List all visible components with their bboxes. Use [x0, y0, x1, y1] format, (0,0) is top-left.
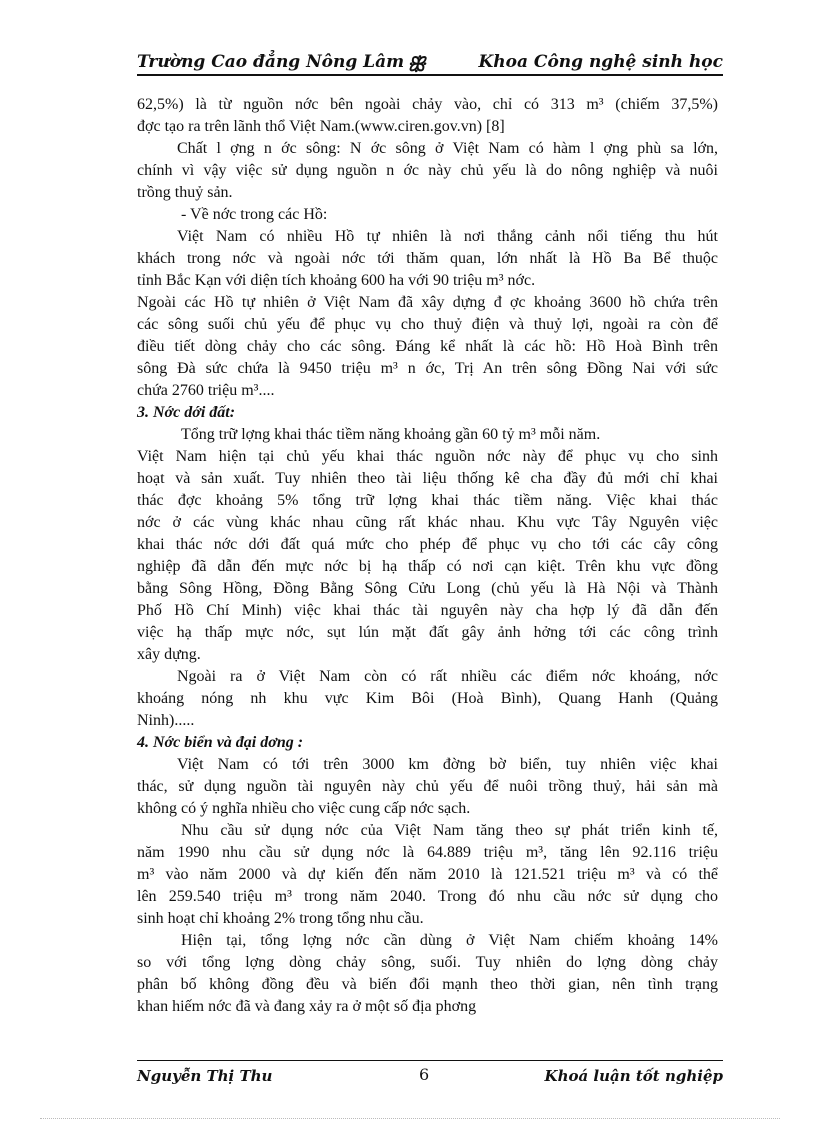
section-heading: 4. Nớc biển và đại dơng : — [137, 734, 304, 751]
text-line: bằng Sông Hồng, Đồng Bằng Sông Cửu Long (chủ yếu là Hà Nội và Thành — [137, 580, 718, 597]
section-heading: 3. Nớc dới đất: — [137, 404, 236, 421]
text-line: thác đợc khoảng 5% tổng trữ lợng khai thác tiềm năng. Việc khai thác — [137, 492, 718, 509]
text-line: chính vì vậy việc sử dụng nguồn n ớc này chủ yếu là do nông nghiệp và nuôi — [137, 162, 718, 179]
text-line: các sông suối chủ yếu để phục vụ cho thuỷ điện và thuỷ lợi, ngoài ra còn để — [137, 316, 718, 333]
footer-author: Nguyễn Thị Thu — [137, 1067, 273, 1085]
text-line: tỉnh Bắc Kạn với diện tích khoảng 600 ha với 90 triệu m³ nớc. — [137, 272, 536, 289]
footer-title: Khoá luận tốt nghiệp — [544, 1067, 723, 1085]
text-line: thác, sử dụng nguồn tài nguyên này chủ yếu để nuôi trồng thuỷ, hải sản mà — [137, 778, 718, 795]
text-line: năm 1990 nhu cầu sử dụng nớc là 64.889 triệu m³, tăng lên 92.116 triệu — [137, 844, 718, 861]
text-line: so với tổng lợng dòng chảy sông, suối. Tuy nhiên do lợng dòng chảy — [137, 954, 718, 971]
text-line: điều tiết dòng chảy cho các sông. Đáng kể nhất là các hồ: Hồ Hoà Bình trên — [137, 338, 718, 355]
text-line: phân bố không đồng đều và biến đổi mạnh theo thời gian, nên tình trạng — [137, 976, 718, 993]
text-line: sông Đà sức chứa là 9450 triệu m³ n ớc, Trị An trên sông Đồng Nai với sức — [137, 360, 718, 377]
header-school: Trường Cao đẳng Nông Lâm — [137, 52, 405, 72]
page-bottom-divider — [40, 1118, 780, 1119]
text-line: Phố Hồ Chí Minh) việc khai thác tài nguyên này cha hợp lý đã dẫn đến — [137, 602, 718, 619]
text-line: xây dựng. — [137, 646, 201, 663]
text-line: - Về nớc trong các Hồ: — [181, 206, 328, 223]
text-line: Tổng trữ lợng khai thác tiềm năng khoảng gần 60 tỷ m³ mỗi năm. — [181, 426, 601, 443]
text-line: khoáng nóng nh khu vực Kim Bôi (Hoà Bình), Quang Hanh (Quảng — [137, 690, 718, 707]
text-line: khan hiếm nớc đã và đang xảy ra ở một số địa phơng — [137, 998, 477, 1015]
text-line: Nhu cầu sử dụng nớc của Việt Nam tăng theo sự phát triển kinh tế, — [181, 822, 718, 839]
text-line: không có ý nghĩa nhiều cho việc cung cấp nớc sạch. — [137, 800, 471, 817]
document-body — [137, 94, 718, 1018]
text-line: lên 259.540 triệu m³ trong năm 2040. Trong đó nhu cầu nớc sử dụng cho — [137, 888, 718, 905]
text-line: đợc tạo ra trên lãnh thổ Việt Nam.(www.ciren.gov.vn) [8] — [137, 118, 505, 135]
text-line: khai thác nớc dới đất quá mức cho phép để phục vụ cho tới các cây công — [137, 536, 718, 553]
text-line: Chất l ợng n ớc sông: N ớc sông ở Việt Nam có hàm l ợng phù sa lớn, — [177, 140, 718, 157]
page-footer — [137, 1060, 723, 1085]
text-line: việc hạ thấp mực nớc, sụt lún mặt đất gây ảnh hởng tới các công trình — [137, 624, 718, 641]
text-line: m³ vào năm 2000 và dự kiến đến năm 2010 là 121.521 triệu m³ và có thể — [137, 866, 718, 883]
page-number: 6 — [419, 1065, 430, 1084]
page-header — [137, 52, 723, 76]
text-line: trồng thuỷ sản. — [137, 184, 233, 201]
text-line: Ngoài ra ở Việt Nam còn có rất nhiều các điểm nớc khoáng, nớc — [177, 668, 718, 685]
text-line: Việt Nam có tới trên 3000 km đờng bờ biển, tuy nhiên việc khai — [177, 756, 718, 773]
text-line: 62,5%) là từ nguồn nớc bên ngoài chảy vào, chỉ có 313 m³ (chiếm 37,5%) — [137, 96, 718, 113]
text-line: Ngoài các Hồ tự nhiên ở Việt Nam đã xây dựng đ ợc khoảng 3600 hồ chứa trên — [137, 294, 718, 311]
text-line: nghiệp đã dẫn đến mực nớc bị hạ thấp có nơi cạn kiệt. Trên khu vực đồng — [137, 558, 718, 575]
text-line: Ninh)..... — [137, 712, 195, 729]
text-line: nớc ở các vùng khác nhau cũng rất khác nhau. Khu vực Tây Nguyên việc — [137, 514, 718, 531]
header-department: Khoa Công nghệ sinh học — [478, 52, 723, 72]
text-line: sinh hoạt chỉ khoảng 2% trong tổng nhu cầu. — [137, 910, 424, 927]
text-line: Việt Nam có nhiều Hồ tự nhiên là nơi thắng cảnh nổi tiếng thu hút — [177, 228, 718, 245]
header-ornament: ꕥ — [407, 52, 426, 76]
text-line: hoạt và sản xuất. Tuy nhiên theo tài liệu thống kê cha đầy đủ mới chỉ khai — [137, 470, 718, 487]
text-line: Việt Nam hiện tại chủ yếu khai thác nguồn nớc này để phục vụ cho sinh — [137, 448, 718, 465]
text-line: chứa 2760 triệu m³.... — [137, 382, 275, 399]
text-line: khách trong nớc và ngoài nớc tới thăm quan, lớn nhất là Hồ Ba Bể thuộc — [137, 250, 718, 267]
text-line: Hiện tại, tổng lợng nớc cần dùng ở Việt Nam chiếm khoảng 14% — [181, 932, 718, 949]
